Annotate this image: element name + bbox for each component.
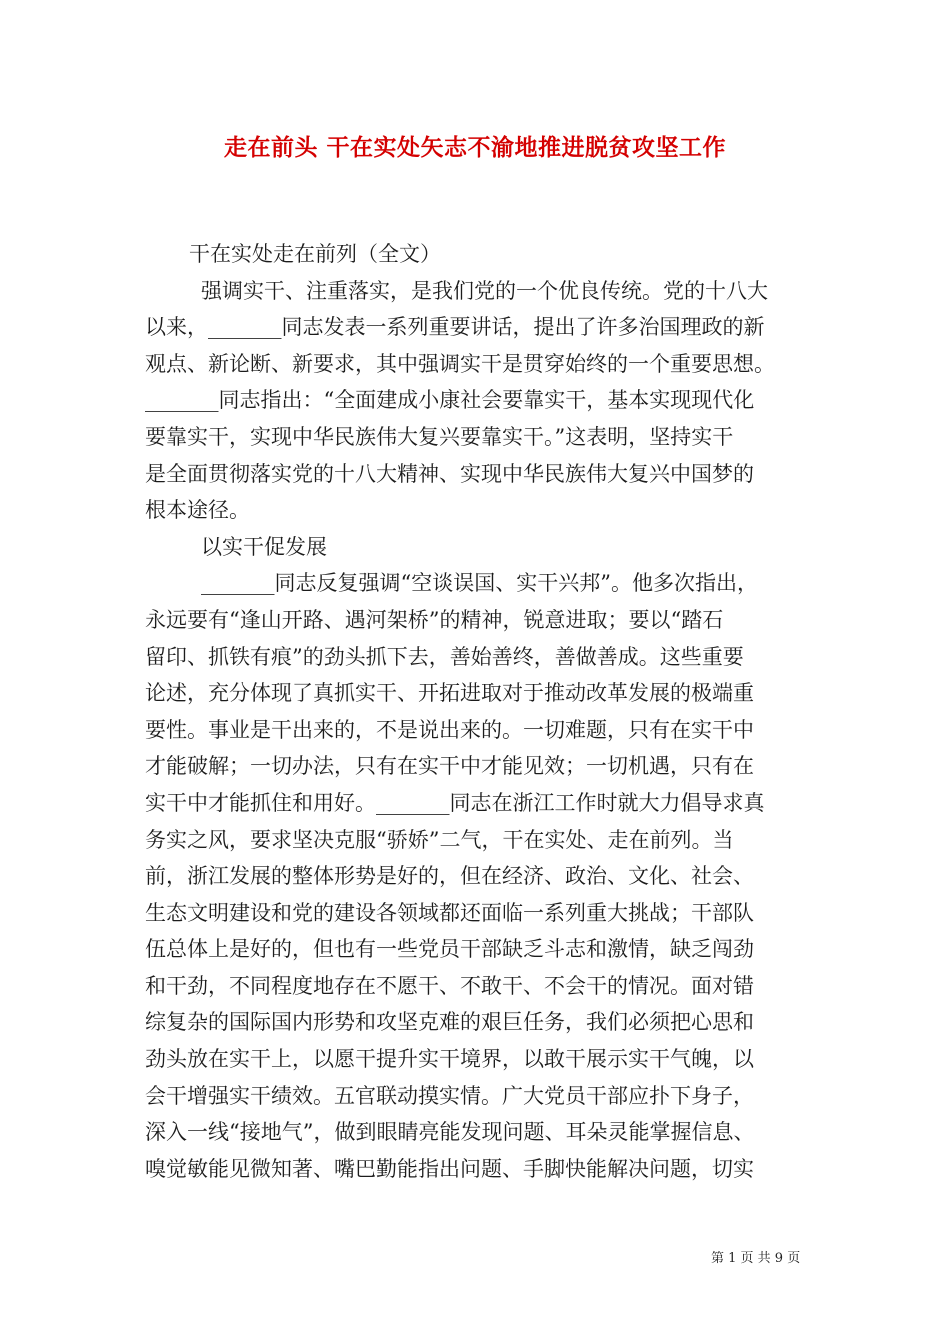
subtitle-line: 干在实处走在前列（全文）	[189, 242, 441, 266]
paragraph-line: 根本途径。	[145, 498, 250, 523]
paragraph-line: 永远要有“逢山开路、遇河架桥”的精神，锐意进取；要以“踏石	[145, 607, 724, 632]
document-title: 走在前头 干在实处矢志不渝地推进脱贫攻坚工作	[223, 134, 726, 161]
paragraph-line: _______同志指出：“全面建成小康社会要靠实干，基本实现现代化	[145, 388, 755, 413]
paragraph-line: 要靠实干，实现中华民族伟大复兴要靠实干。”这表明，坚持实干	[145, 424, 734, 449]
paragraph-line: 嗅觉敏能见微知著、嘴巴勤能指出问题、手脚快能解决问题，切实	[145, 1156, 754, 1181]
paragraph-line: 观点、新论断、新要求，其中强调实干是贯穿始终的一个重要思想。	[145, 351, 775, 376]
page-number-footer: 第 1 页 共 9 页	[711, 1251, 801, 1266]
paragraph-line: _______同志反复强调“空谈误国、实干兴邦”。他多次指出，	[201, 571, 758, 596]
paragraph-line: 强调实干、注重落实，是我们党的一个优良传统。党的十八大	[201, 278, 768, 303]
paragraph-line: 是全面贯彻落实党的十八大精神、实现中华民族伟大复兴中国梦的	[145, 461, 754, 486]
paragraph-line: 伍总体上是好的，但也有一些党员干部缺乏斗志和激情，缺乏闯劲	[145, 937, 754, 962]
document-body	[145, 236, 817, 1187]
paragraph-line: 论述，充分体现了真抓实干、开拓进取对于推动改革发展的极端重	[145, 681, 754, 706]
paragraph-line: 留印、抓铁有痕”的劲头抓下去，善始善终，善做善成。这些重要	[145, 644, 744, 669]
paragraph-line: 深入一线“接地气”，做到眼睛亮能发现问题、耳朵灵能掌握信息、	[145, 1120, 755, 1145]
paragraph-line: 会干增强实干绩效。五官联动摸实情。广大党员干部应扑下身子，	[145, 1083, 754, 1108]
paragraph-line: 和干劲，不同程度地存在不愿干、不敢干、不会干的情况。面对错	[145, 973, 754, 998]
paragraph-line: 以来，_______同志发表一系列重要讲话，提出了许多治国理政的新	[145, 315, 765, 340]
section-heading: 以实干促发展	[201, 534, 327, 559]
paragraph-line: 综复杂的国际国内形势和攻坚克难的艰巨任务，我们必须把心思和	[145, 1010, 754, 1035]
paragraph-line: 生态文明建设和党的建设各领域都还面临一系列重大挑战；干部队	[145, 900, 754, 925]
paragraph-line: 实干中才能抓住和用好。_______同志在浙江工作时就大力倡导求真	[145, 790, 765, 815]
paragraph-line: 前，浙江发展的整体形势是好的，但在经济、政治、文化、社会、	[145, 864, 754, 889]
paragraph-line: 劲头放在实干上，以愿干提升实干境界，以敢干展示实干气魄，以	[145, 1047, 754, 1072]
paragraph-line: 才能破解；一切办法，只有在实干中才能见效；一切机遇，只有在	[145, 754, 754, 779]
paragraph-line: 务实之风，要求坚决克服“骄娇”二气，干在实处、走在前列。当	[145, 827, 734, 852]
paragraph-line: 要性。事业是干出来的，不是说出来的。一切难题，只有在实干中	[145, 717, 754, 742]
